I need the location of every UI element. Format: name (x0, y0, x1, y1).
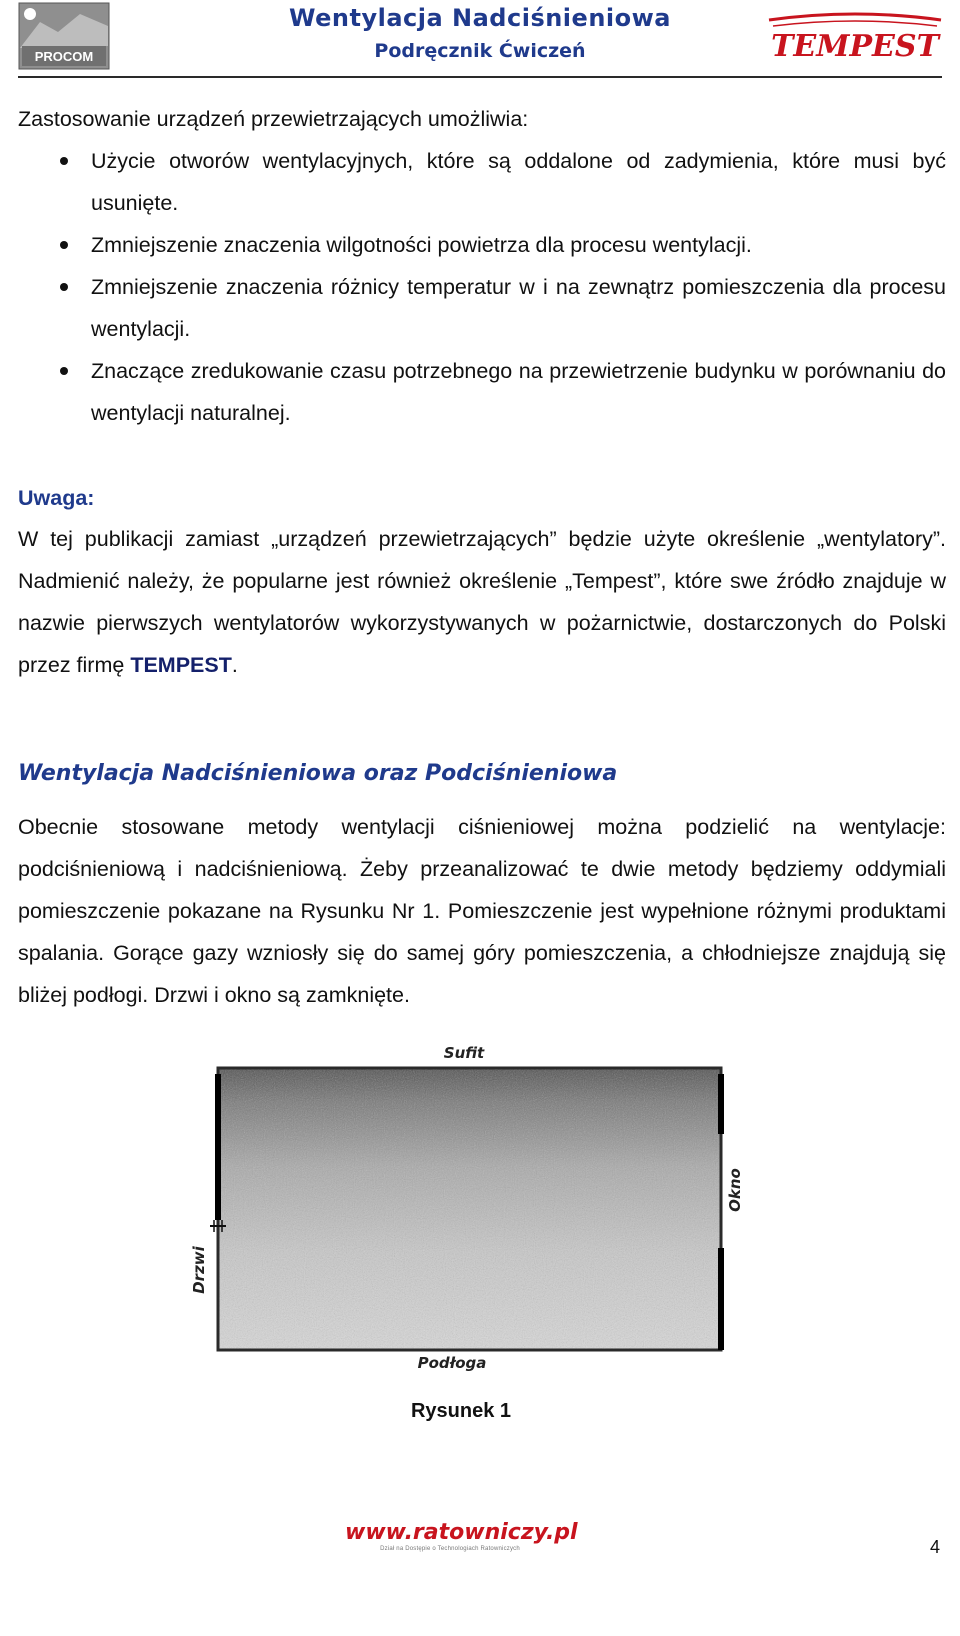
figure-caption: Rysunek 1 (410, 1400, 512, 1422)
header-subtitle: Podręcznik Ćwiczeń (374, 40, 586, 62)
list-item-text: Znaczące zredukowanie czasu potrzebnego na przewietrzenie budynku w porównaniu do wentylacji naturalnej. (91, 359, 946, 425)
footer-logo[interactable] (345, 1520, 578, 1566)
note-text-end: . (231, 653, 238, 677)
intro-paragraph: Zastosowanie urządzeń przewietrzających umożliwia: (18, 107, 529, 131)
bullet-icon (60, 157, 68, 165)
note-paragraph (18, 518, 946, 686)
note-label: Uwaga: (18, 486, 95, 510)
header-titles (250, 4, 710, 62)
list-item-text: Zmniejszenie znaczenia różnicy temperatur w i na zewnątrz pomieszczenia dla procesu wentylacji. (91, 275, 946, 341)
list-item-text: Zmniejszenie znaczenia wilgotności powietrza dla procesu wentylacji. (91, 233, 752, 257)
footer-site-link[interactable]: www.ratowniczy.pl (345, 1520, 578, 1545)
room-figure (180, 1034, 760, 1374)
section-paragraph: Obecnie stosowane metody wentylacji ciśnieniowej można podzielić na wentylacje: podciśnieniową i nadciśnieniową. Żeby przeanalizować te dwie metody będziemy oddymiali pomieszczenie pokazane na Rysunku Nr 1. Pomieszczenie jest wypełnione różnymi produktami spalania. Gorące gazy wzniosły się do samej góry pomieszczenia, a chłodniejsze znajdują się bliżej podłogi. Drzwi i okno są zamknięte. (18, 815, 946, 1007)
header-title: Wentylacja Nadciśnieniowa (289, 4, 671, 32)
bullet-icon (60, 283, 68, 291)
smoke-grain (218, 1068, 721, 1350)
list-item-text: Użycie otworów wentylacyjnych, które są oddalone od zadymienia, które musi być usunięte. (91, 149, 946, 215)
ceiling-label: Sufit (443, 1044, 485, 1062)
list-item (18, 140, 946, 224)
tempest-logo-text: TEMPEST (771, 29, 939, 64)
page-number: 4 (929, 1537, 940, 1557)
list-item (18, 224, 946, 266)
page-content (18, 98, 946, 1016)
footer-tagline: Dział na Dostępie o Technologiach Ratowniczych (380, 1546, 520, 1552)
bullet-icon (60, 241, 68, 249)
floor-label: Podłoga (417, 1354, 487, 1372)
window-label: Okno (726, 1168, 744, 1212)
list-item (18, 350, 946, 434)
procom-logo (18, 2, 110, 70)
bullet-list (18, 140, 946, 434)
section-heading: Wentylacja Nadciśnieniowa oraz Podciśnieniowa (18, 761, 618, 786)
note-text: W tej publikacji zamiast „urządzeń przewietrzających” będzie użyte określenie „wentylatory”. Nadmienić należy, że popularne jest również określenie „Tempest”, które swe źródło znajduje w nazwie pierwszych wentylatorów wykorzystywanych w pożarnictwie, dostarczonych do Polski przez firmę (18, 527, 946, 677)
note-brand: TEMPEST (130, 653, 232, 677)
list-item (18, 266, 946, 350)
header-rule (18, 76, 942, 78)
door-label: Drzwi (190, 1246, 208, 1294)
page-header (0, 0, 960, 80)
tempest-logo (765, 8, 945, 70)
procom-logo-text: PROCOM (34, 49, 94, 64)
bullet-icon (60, 367, 68, 375)
